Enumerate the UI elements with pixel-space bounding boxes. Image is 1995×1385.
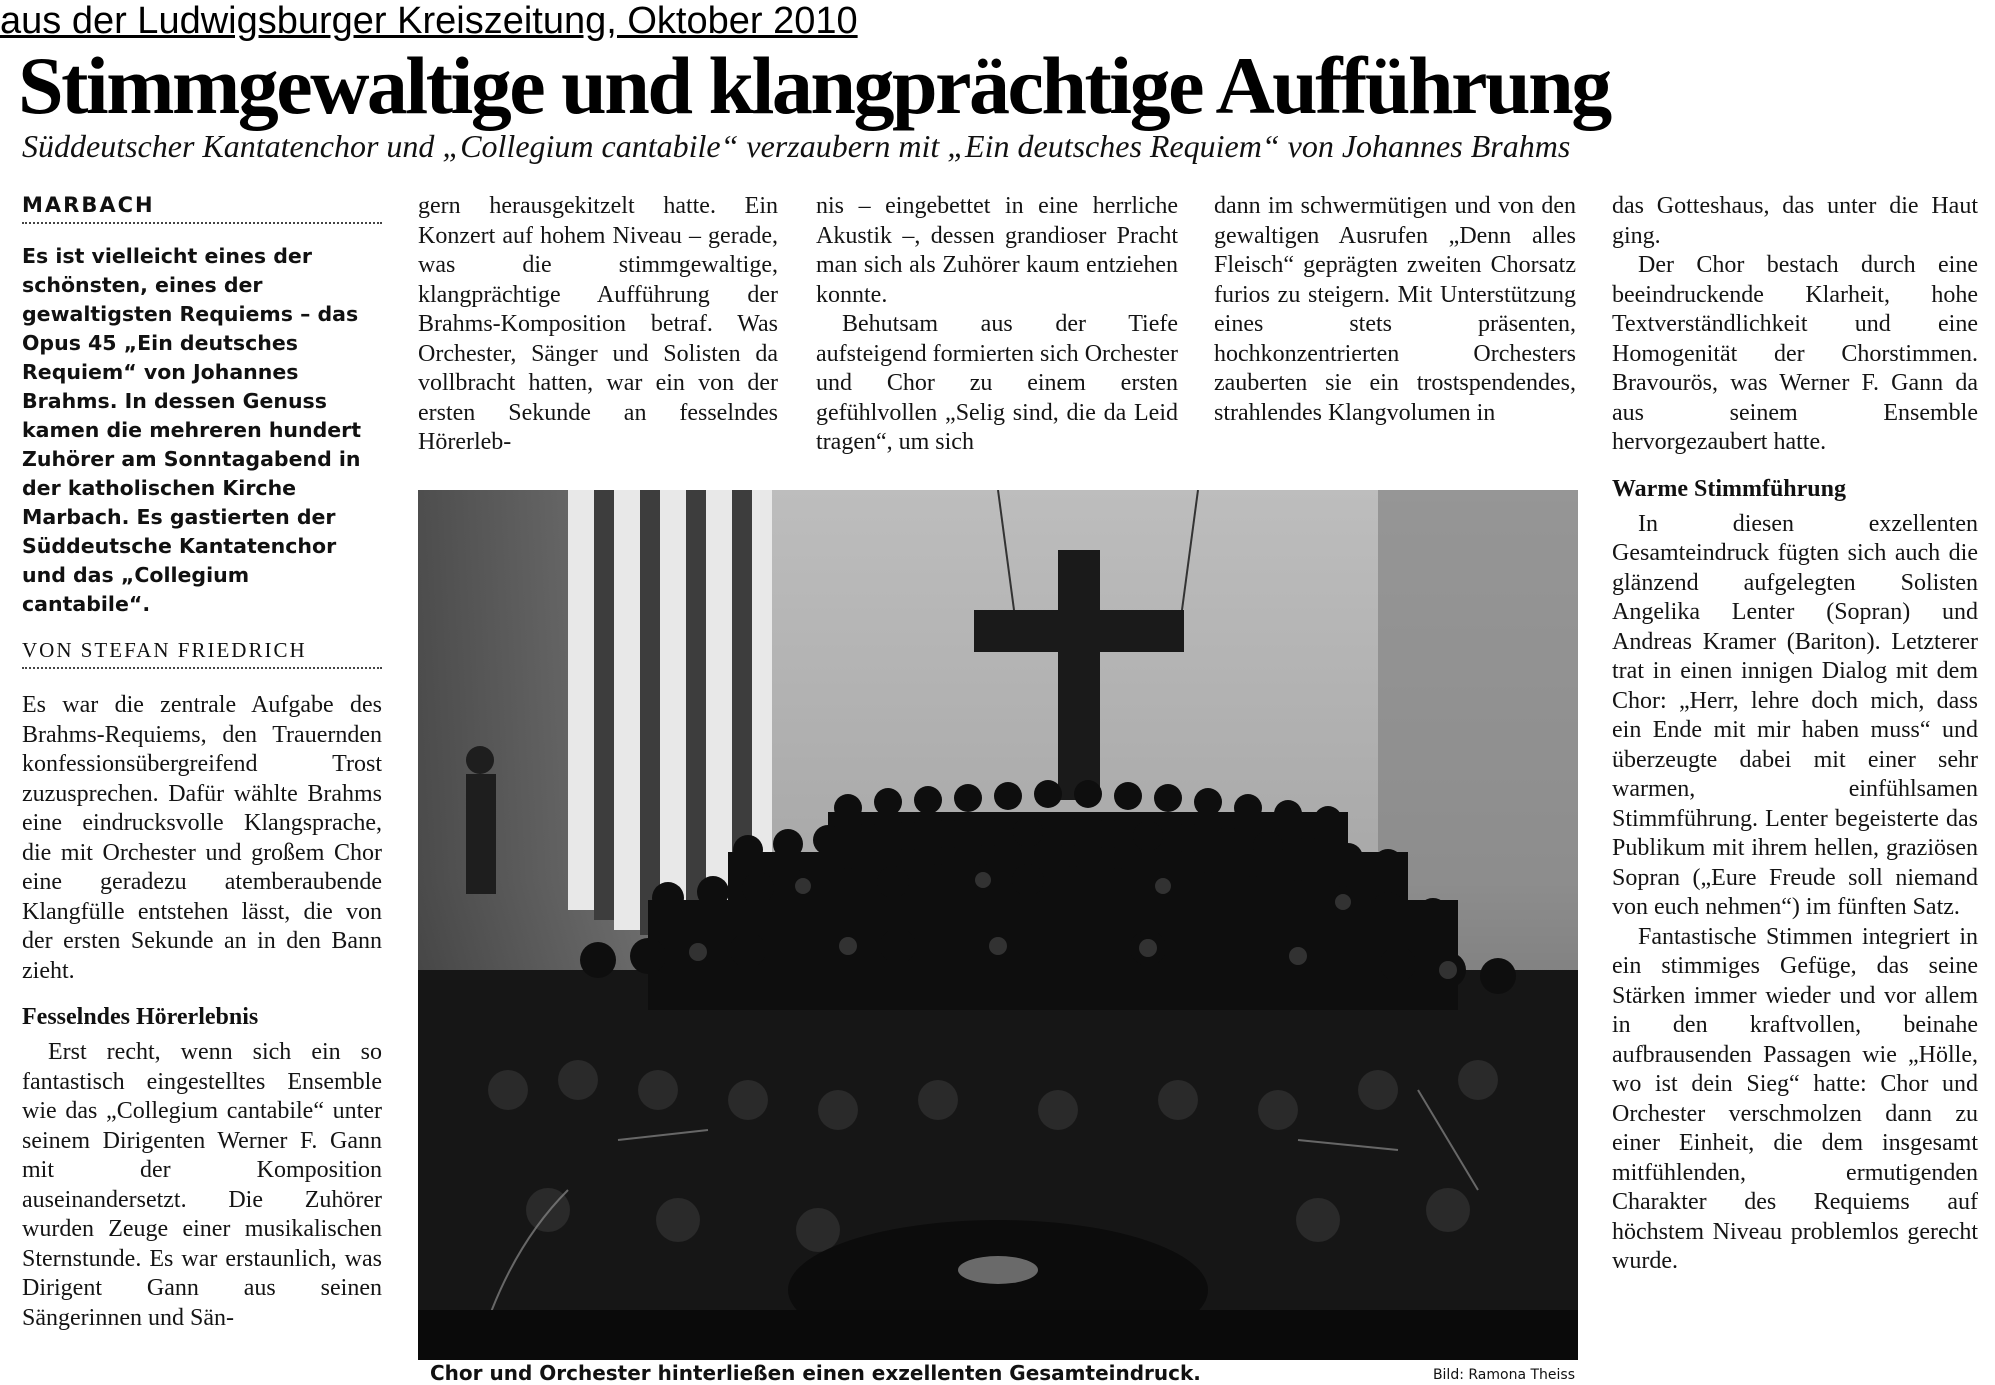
column-1 xyxy=(22,192,382,1333)
column-4 xyxy=(1214,192,1576,428)
paragraph: Fantastische Stimmen integriert in ein stimmiges Gefüge, das seine Stärken immer wieder und vor allem in den kraftvollen, beinahe aufbrausenden Passagen wie „Hölle, wo ist dein Sieg“ hatte: Chor und Orchester verschmolzen dann zu einer Einheit, die dem insgesamt mitfühlenden, ermutigenden Charakter des Requiems auf höchstem Niveau problemlos gerecht wurde. xyxy=(1612,923,1978,1274)
paragraph: Der Chor bestach durch eine beeindruckende Klarheit, hohe Textverständlichkeit und eine Homogenität der Chorstimmen. Bravourös, was Werner F. Gann da aus seinem Ensemble hervorgezaubert hatte. xyxy=(1612,252,1978,455)
paragraph: Es war die zentrale Aufgabe des Brahms-Requiems, den Trauernden konfessionsübergreifend Trost zuzusprechen. Dafür wählte Brahms eine eindrucksvolle Klangsprache, die mit Orchester und großem Chor eine geradezu atemberaubende Klangfülle entstehen lässt, die von der ersten Sekunde an in den Bann zieht. xyxy=(22,692,382,984)
column-3 xyxy=(816,192,1178,458)
subheading: Fesselndes Hörerlebnis xyxy=(22,1004,259,1030)
author-byline: VON STEFAN FRIEDRICH xyxy=(22,637,382,669)
headline: Stimmgewaltige und klangprächtige Aufführung xyxy=(18,40,1610,131)
concert-photo xyxy=(418,490,1578,1360)
paragraph: gern herausgekitzelt hatte. Ein Konzert auf hohem Niveau – gerade, was die stimmgewaltige, klangprächtige Aufführung der Brahms-Komposition betraf. Was Orchester, Sänger und Solisten da vollbracht hatten, war ein von der ersten Sekunde an fesselndes Hörerleb- xyxy=(418,193,778,455)
paragraph: In diesen exzellenten Gesamteindruck fügten sich auch die glänzend aufgelegten Solisten Angelika Lenter (Sopran) und Andreas Kramer (Bariton). Letzterer trat in einen innigen Dialog mit dem Chor: „Herr, lehre doch mich, dass ein Ende mit mir haben muss“ und überzeugte dabei mit einer sehr warmen, einfühlsamen Stimmführung. Lenter begeisterte das Publikum mit ihrem hellen, graziösen Sopran („Eure Freude soll niemand von euch nehmen“) im fünften Satz. xyxy=(1612,510,1978,920)
paragraph: nis – eingebettet in eine herrliche Akustik –, dessen grandioser Pracht man sich als Zuhörer kaum entziehen konnte. xyxy=(816,193,1178,308)
source-line: aus der Ludwigsburger Kreiszeitung, Oktober 2010 xyxy=(0,0,858,42)
photo-caption: Chor und Orchester hinterließen einen exzellenten Gesamteindruck. xyxy=(430,1361,1201,1385)
paragraph: Erst recht, wenn sich ein so fantastisch eingestelltes Ensemble wie das „Collegium cantabile“ unter seinem Dirigenten Werner F. Gann mit der Komposition auseinandersetzt. Die Zuhörer wurden Zeuge einer musikalischen Sternstunde. Es war erstaunlich, was Dirigent Gann aus seinen Sängerinnen und Sän- xyxy=(22,1039,382,1331)
column-2 xyxy=(418,192,778,458)
photo-credit: Bild: Ramona Theiss xyxy=(1432,1367,1575,1383)
paragraph: Behutsam aus der Tiefe aufsteigend formierten sich Orchester und Chor zu einem ersten gefühlvollen „Selig sind, die da Leid tragen“, um sich xyxy=(816,311,1178,455)
concert-photo-graphic xyxy=(418,490,1578,1360)
paragraph: dann im schwermütigen und von den gewaltigen Ausrufen „Denn alles Fleisch“ geprägten zweiten Chorsatz furios zu steigern. Mit Unterstützung eines stets präsenten, hochkonzentrierten Orchesters zauberten sie ein trostspendendes, strahlendes Klangvolumen in xyxy=(1214,193,1576,426)
lead-paragraph: Es ist vielleicht eines der schönsten, eines der gewaltigsten Requiems – das Opus 45 „Ein deutsches Requiem“ von Johannes Brahms. In dessen Genuss kamen die mehreren hundert Zuhörer am Sonntagabend in der katholischen Kirche Marbach. Es gastierten der Süddeutsche Kantatenchor und das „Collegium cantabile“. xyxy=(22,244,362,616)
subheading: Warme Stimmführung xyxy=(1612,475,1846,502)
dateline: MARBACH xyxy=(22,192,382,224)
paragraph: das Gotteshaus, das unter die Haut ging. xyxy=(1612,193,1978,249)
subtitle: Süddeutscher Kantatenchor und „Collegium cantabile“ verzaubern mit „Ein deutsches Requiem“ von Johannes Brahms xyxy=(22,128,1571,164)
column-5 xyxy=(1612,192,1978,1277)
